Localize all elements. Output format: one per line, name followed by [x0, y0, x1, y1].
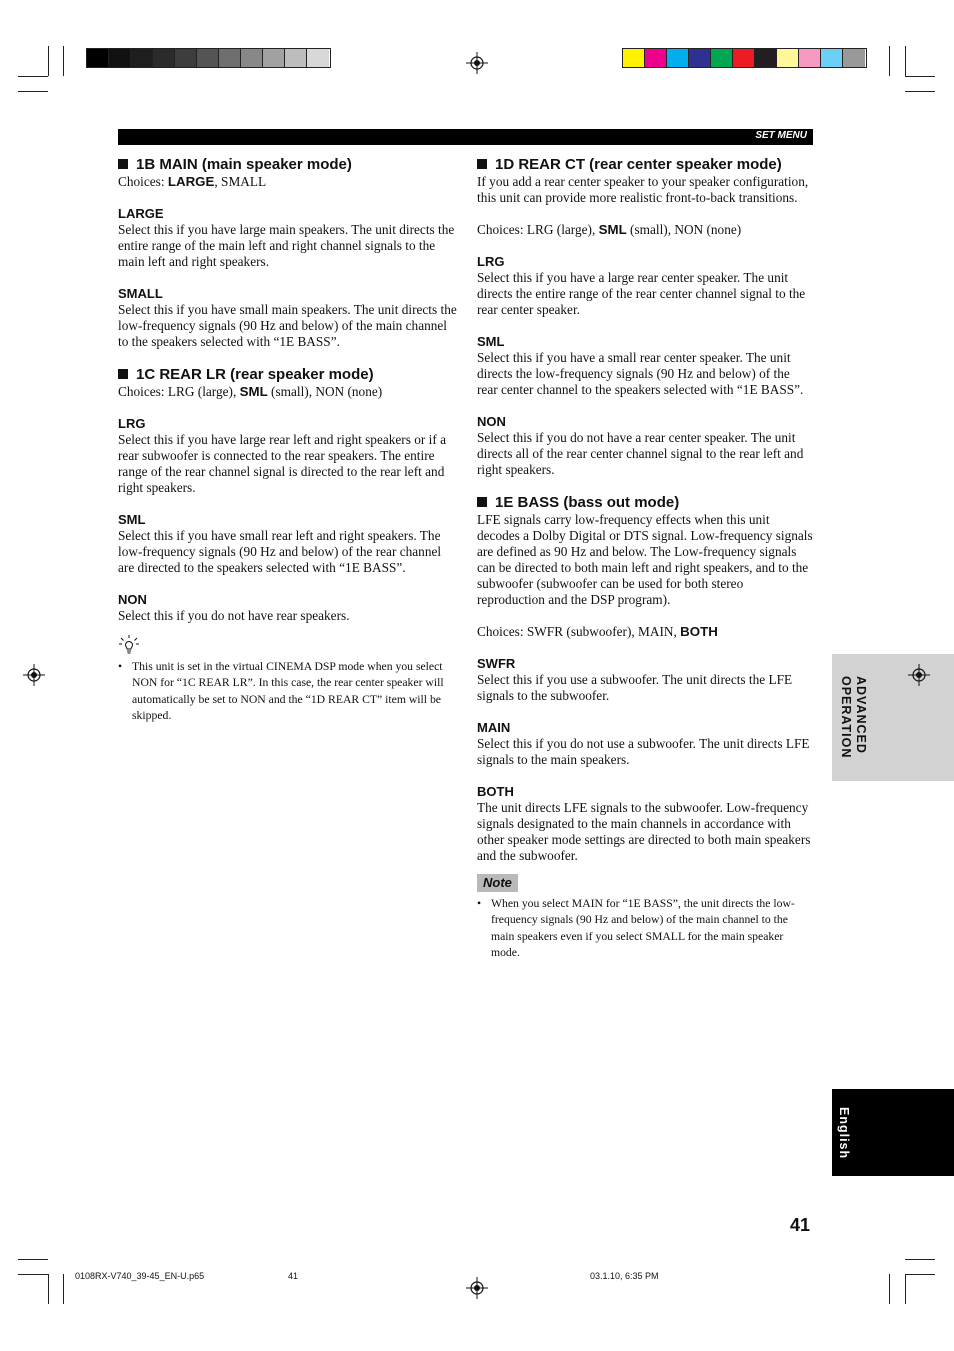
option-text: Select this if you have a small rear center speaker. The unit directs the low-frequency signals (90 Hz and below) of the rear center channel to the speakers selected with “1E BASS”.: [477, 350, 804, 397]
option-text: Select this if you have small rear left and right speakers. The low-frequency signals (90 Hz and below) of the rear channel are directed to the speakers selected with “1E BASS”.: [118, 528, 442, 575]
color-swatch: [689, 49, 711, 67]
color-swatch: [821, 49, 843, 67]
color-swatch: [711, 49, 733, 67]
registration-mark-icon: [466, 1277, 488, 1299]
crop-mark: [905, 76, 935, 77]
header-label: SET MENU: [755, 130, 807, 141]
section-title-1e-bass: 1E BASS (bass out mode): [477, 494, 813, 512]
crop-mark: [889, 46, 890, 76]
note-list: [477, 896, 813, 961]
crop-mark: [905, 1274, 906, 1304]
left-column: [118, 156, 458, 724]
color-swatch: [219, 49, 241, 67]
color-swatch: [843, 49, 865, 67]
color-swatch: [799, 49, 821, 67]
option-title: BOTH: [477, 784, 514, 799]
option-text: Select this if you do not have a rear center speaker. The unit directs all of the rear center channel signal to the rear left and right speakers.: [477, 430, 804, 477]
crop-mark: [18, 76, 48, 77]
crop-mark: [48, 1274, 49, 1304]
section-header-bar: [118, 129, 813, 145]
tip-list: [118, 659, 458, 724]
crop-mark: [905, 46, 906, 76]
crop-mark: [905, 1259, 935, 1260]
crop-mark: [48, 46, 49, 76]
tip-lightbulb-icon: [118, 634, 140, 654]
square-bullet-icon: [118, 369, 128, 379]
process-color-bar: [622, 48, 867, 68]
crop-mark: [63, 1274, 64, 1304]
list-item: • This unit is set in the virtual CINEMA DSP mode when you select NON for “1C REAR LR”. In this case, the rear center speaker will automatically be set to NON and the “1D REAR CT” item will be skipped.: [118, 660, 444, 722]
footer-page: 41: [288, 1271, 299, 1281]
option-text: Select this if you use a subwoofer. The unit directs the LFE signals to the subwoofer.: [477, 672, 793, 703]
option-text: Select this if you do not use a subwoofer. The unit directs LFE signals to the main speakers.: [477, 736, 810, 767]
color-swatch: [285, 49, 307, 67]
square-bullet-icon: [118, 159, 128, 169]
color-swatch: [755, 49, 777, 67]
crop-mark: [905, 91, 935, 92]
choices-line: Choices: LARGE, SMALL: [118, 174, 267, 189]
color-swatch: [131, 49, 153, 67]
choices-line: Choices: LRG (large), SML (small), NON (none): [477, 222, 742, 237]
option-text: Select this if you have small main speakers. The unit directs the low-frequency signals (90 Hz and below) of the main channel to the speakers selected with “1E BASS”.: [118, 302, 457, 349]
color-swatch: [777, 49, 799, 67]
section-title-1c-rear-lr: 1C REAR LR (rear speaker mode): [118, 366, 458, 384]
footer-date: 03.1.10, 6:35 PM: [590, 1271, 659, 1281]
option-text: Select this if you do not have rear speakers.: [118, 608, 350, 623]
page-number: 41: [790, 1215, 811, 1235]
color-swatch: [175, 49, 197, 67]
option-text: Select this if you have large main speakers. The unit directs the entire range of the main left and right channel signals to the main left and right speakers.: [118, 222, 455, 269]
list-item: • When you select MAIN for “1E BASS”, the unit directs the low-frequency signals (90 Hz and below) of the main channel to the main speakers even if you select SMALL for the main speaker mode.: [477, 897, 795, 959]
default-choice: SML: [598, 222, 627, 237]
option-title: SWFR: [477, 656, 516, 671]
color-swatch: [87, 49, 109, 67]
crop-mark: [18, 91, 48, 92]
registration-mark-icon: [908, 664, 930, 686]
crop-mark: [905, 1274, 935, 1275]
color-swatch: [263, 49, 285, 67]
option-text: Select this if you have large rear left and right speakers or if a rear subwoofer is connected to the rear speakers. The entire range of the rear channel signal is directed to the rear left and right speakers.: [118, 432, 446, 495]
choices-line: Choices: SWFR (subwoofer), MAIN, BOTH: [477, 624, 718, 639]
choices-line: Choices: LRG (large), SML (small), NON (none): [118, 384, 383, 399]
right-column: [477, 156, 813, 961]
advanced-operation-label: ADVANCED OPERATION: [839, 676, 868, 759]
section-title-1d-rear-ct: 1D REAR CT (rear center speaker mode): [477, 156, 813, 174]
color-swatch: [733, 49, 755, 67]
option-title: SML: [118, 512, 146, 527]
color-swatch: [667, 49, 689, 67]
section-intro: If you add a rear center speaker to your speaker configuration, this unit can provide more realistic front-to-back transitions.: [477, 174, 809, 205]
section-title-1b-main: 1B MAIN (main speaker mode): [118, 156, 458, 174]
option-text: Select this if you have a large rear center speaker. The unit directs the entire range of the rear center channel signal to the rear center speaker.: [477, 270, 806, 317]
option-title: LRG: [477, 254, 505, 269]
english-label: English: [837, 1107, 851, 1160]
crop-mark: [18, 1274, 48, 1275]
default-choice: SML: [239, 384, 268, 399]
advanced-operation-tab: [832, 654, 954, 781]
default-choice: BOTH: [680, 624, 718, 639]
color-swatch: [241, 49, 263, 67]
note-badge: Note: [477, 874, 518, 892]
color-swatch: [623, 49, 645, 67]
default-choice: LARGE: [167, 174, 215, 189]
color-swatch: [197, 49, 219, 67]
crop-mark: [18, 1259, 48, 1260]
option-title: MAIN: [477, 720, 511, 735]
crop-mark: [63, 46, 64, 76]
option-title: NON: [477, 414, 506, 429]
color-swatch: [153, 49, 175, 67]
color-swatch: [109, 49, 131, 67]
registration-mark-icon: [23, 664, 45, 686]
english-tab: [832, 1089, 954, 1176]
square-bullet-icon: [477, 497, 487, 507]
option-title: SMALL: [118, 286, 163, 301]
option-title: SML: [477, 334, 505, 349]
option-title: LRG: [118, 416, 146, 431]
square-bullet-icon: [477, 159, 487, 169]
option-text: The unit directs LFE signals to the subwoofer. Low-frequency signals designated to the main channels in accordance with other speaker mode settings are directed to both main speakers and the subwoofer.: [477, 800, 811, 863]
option-title: LARGE: [118, 206, 164, 221]
crop-mark: [889, 1274, 890, 1304]
option-title: NON: [118, 592, 147, 607]
grayscale-color-bar: [86, 48, 331, 68]
color-swatch: [307, 49, 329, 67]
footer-filename: 0108RX-V740_39-45_EN-U.p65: [75, 1271, 205, 1281]
section-intro: LFE signals carry low-frequency effects when this unit decodes a Dolby Digital or DTS signal. Low-frequency signals are defined as 90 Hz and below. The Low-frequency signals can be directed to both main left and right speakers, and to the subwoofer (subwoofer can be used for both stereo reproduction and the DSP program).: [477, 512, 813, 607]
registration-mark-icon: [466, 52, 488, 74]
color-swatch: [645, 49, 667, 67]
